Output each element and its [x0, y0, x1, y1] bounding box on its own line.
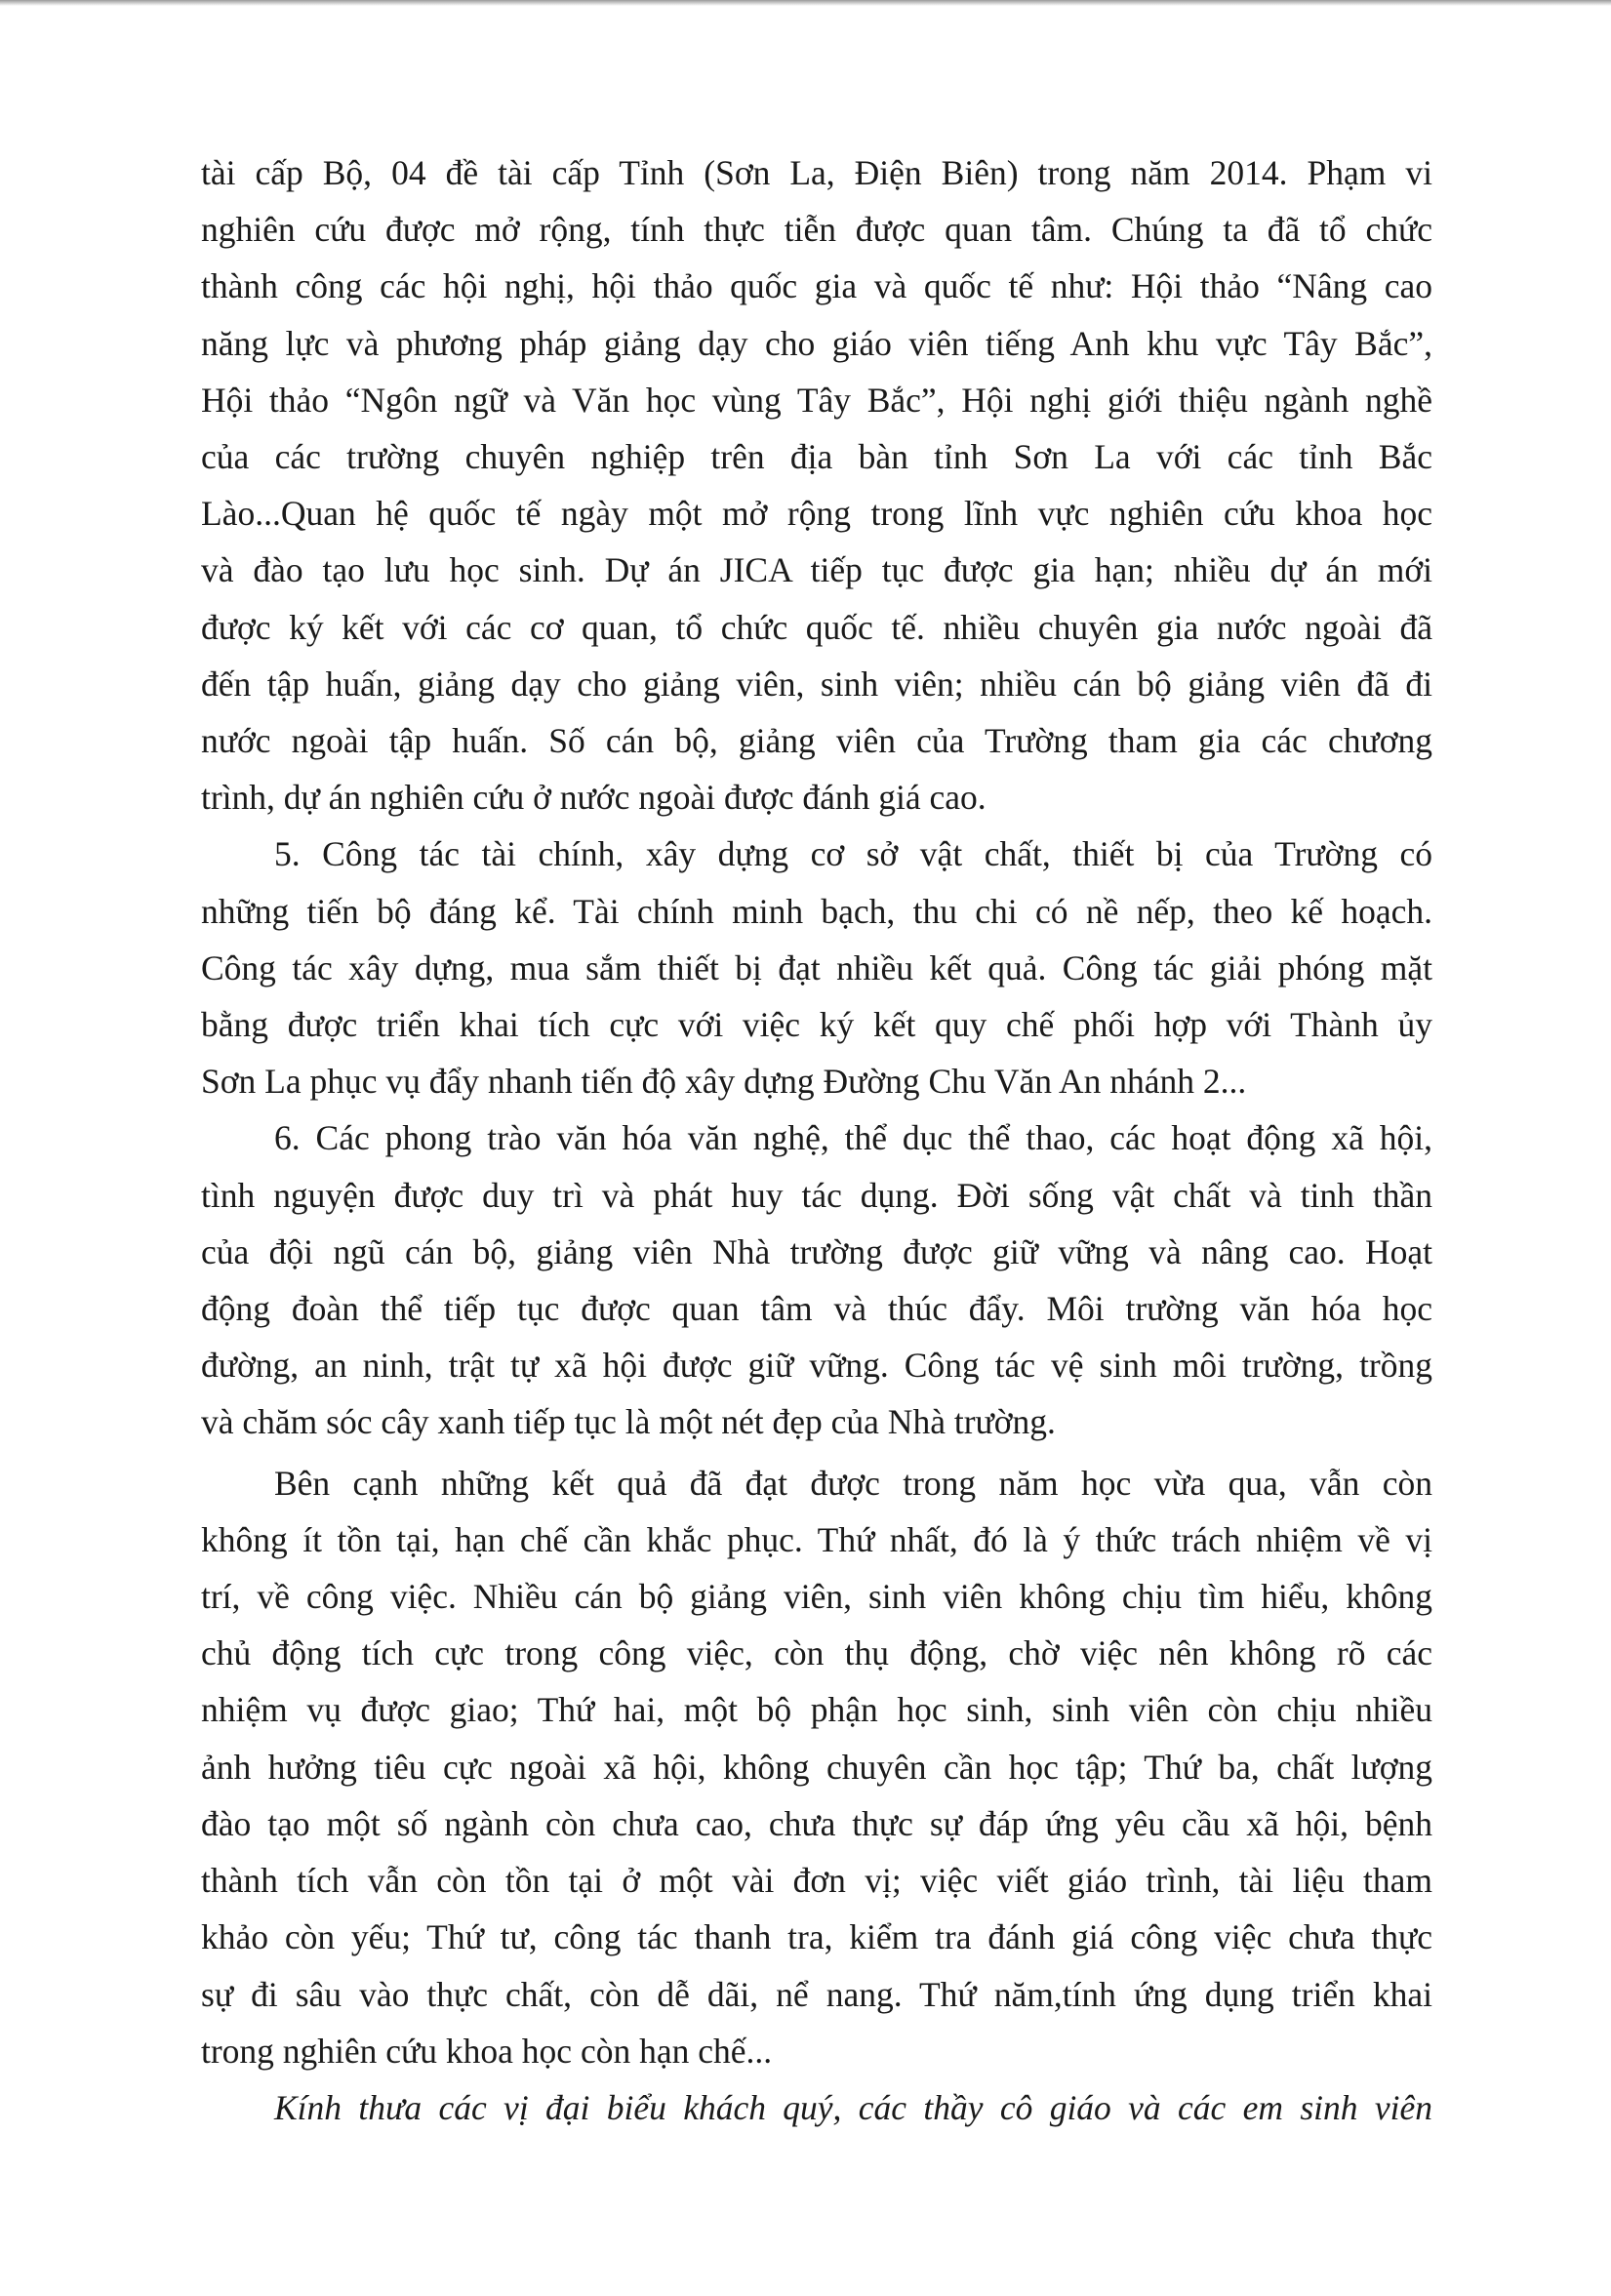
text-line: thành tích vẫn còn tồn tại ở một vài đơn vị; việc viết giáo trình, tài liệu tham — [201, 1861, 1432, 1901]
text-line: đến tập huấn, giảng dạy cho giảng viên, sinh viên; nhiều cán bộ giảng viên đã đi — [201, 664, 1432, 704]
text-line: Bên cạnh những kết quả đã đạt được trong năm học vừa qua, vẫn còn — [274, 1463, 1432, 1503]
text-line: trình, dự án nghiên cứu ở nước ngoài được đánh giá cao. — [201, 778, 987, 818]
text-line: ảnh hưởng tiêu cực ngoài xã hội, không chuyên cần học tập; Thứ ba, chất lượng — [201, 1747, 1432, 1787]
paragraph-culture — [201, 1109, 1432, 1450]
text-line: đào tạo một số ngành còn chưa cao, chưa thực sự đáp ứng yêu cầu xã hội, bệnh — [201, 1803, 1432, 1843]
text-line: thành công các hội nghị, hội thảo quốc gia và quốc tế như: Hội thảo “Nâng cao — [201, 266, 1432, 306]
paragraph-address — [201, 2079, 1432, 2136]
text-line: bằng được triển khai tích cực với việc ký kết quy chế phối hợp với Thành ủy — [201, 1005, 1432, 1045]
text-line: trí, về công việc. Nhiều cán bộ giảng viên, sinh viên không chịu tìm hiểu, không — [201, 1577, 1432, 1617]
text-line-italic: Kính thưa các vị đại biểu khách quý, các thầy cô giáo và các em sinh viên — [274, 2087, 1432, 2127]
paragraph-research — [201, 144, 1432, 826]
paragraph-finance — [201, 826, 1432, 1109]
text-line: khảo còn yếu; Thứ tư, công tác thanh tra, kiểm tra đánh giá công việc chưa thực — [201, 1917, 1432, 1957]
text-line: được ký kết với các cơ quan, tổ chức quốc tế. nhiều chuyên gia nước ngoài đã — [201, 607, 1432, 647]
text-line: Hội thảo “Ngôn ngữ và Văn học vùng Tây Bắc”, Hội nghị giới thiệu ngành nghề — [201, 380, 1432, 420]
document-page — [201, 144, 1432, 2136]
text-line: những tiến bộ đáng kể. Tài chính minh bạch, thu chi có nề nếp, theo kế hoạch. — [201, 891, 1432, 931]
text-line: 5. Công tác tài chính, xây dựng cơ sở vật chất, thiết bị của Trường có — [274, 834, 1432, 874]
text-line: của các trường chuyên nghiệp trên địa bàn tỉnh Sơn La với các tỉnh Bắc — [201, 437, 1432, 477]
paragraph-limitations — [201, 1455, 1432, 2079]
text-line: động đoàn thể tiếp tục được quan tâm và thúc đẩy. Môi trường văn hóa học — [201, 1289, 1432, 1329]
text-line: đường, an ninh, trật tự xã hội được giữ vững. Công tác vệ sinh môi trường, trồng — [201, 1346, 1432, 1386]
text-line: nhiệm vụ được giao; Thứ hai, một bộ phận học sinh, sinh viên còn chịu nhiều — [201, 1690, 1432, 1730]
scan-top-edge — [0, 0, 1611, 6]
text-line: và đào tạo lưu học sinh. Dự án JICA tiếp tục được gia hạn; nhiều dự án mới — [201, 550, 1432, 590]
text-line: tài cấp Bộ, 04 đề tài cấp Tỉnh (Sơn La, Điện Biên) trong năm 2014. Phạm vi — [201, 153, 1432, 192]
text-line: Công tác xây dựng, mua sắm thiết bị đạt nhiều kết quả. Công tác giải phóng mặt — [201, 947, 1432, 987]
text-line: Sơn La phục vụ đẩy nhanh tiến độ xây dựng Đường Chu Văn An nhánh 2... — [201, 1062, 1247, 1102]
text-line: sự đi sâu vào thực chất, còn dễ dãi, nể nang. Thứ năm,tính ứng dụng triển khai — [201, 1974, 1432, 2014]
text-line: Lào...Quan hệ quốc tế ngày một mở rộng trong lĩnh vực nghiên cứu khoa học — [201, 494, 1432, 534]
text-line: nước ngoài tập huấn. Số cán bộ, giảng viên của Trường tham gia các chương — [201, 721, 1432, 761]
text-line: của đội ngũ cán bộ, giảng viên Nhà trường được giữ vững và nâng cao. Hoạt — [201, 1231, 1432, 1271]
text-line: chủ động tích cực trong công việc, còn thụ động, chờ việc nên không rõ các — [201, 1633, 1432, 1673]
text-line: 6. Các phong trào văn hóa văn nghệ, thể dục thể thao, các hoạt động xã hội, — [274, 1118, 1432, 1158]
text-line: nghiên cứu được mở rộng, tính thực tiễn được quan tâm. Chúng ta đã tổ chức — [201, 210, 1432, 250]
text-line: tình nguyện được duy trì và phát huy tác dụng. Đời sống vật chất và tinh thần — [201, 1175, 1432, 1215]
text-line: không ít tồn tại, hạn chế cần khắc phục. Thứ nhất, đó là ý thức trách nhiệm về vị — [201, 1519, 1432, 1559]
text-line: trong nghiên cứu khoa học còn hạn chế... — [201, 2031, 773, 2071]
text-line: năng lực và phương pháp giảng dạy cho giáo viên tiếng Anh khu vực Tây Bắc”, — [201, 323, 1432, 363]
text-line: và chăm sóc cây xanh tiếp tục là một nét đẹp của Nhà trường. — [201, 1402, 1056, 1442]
